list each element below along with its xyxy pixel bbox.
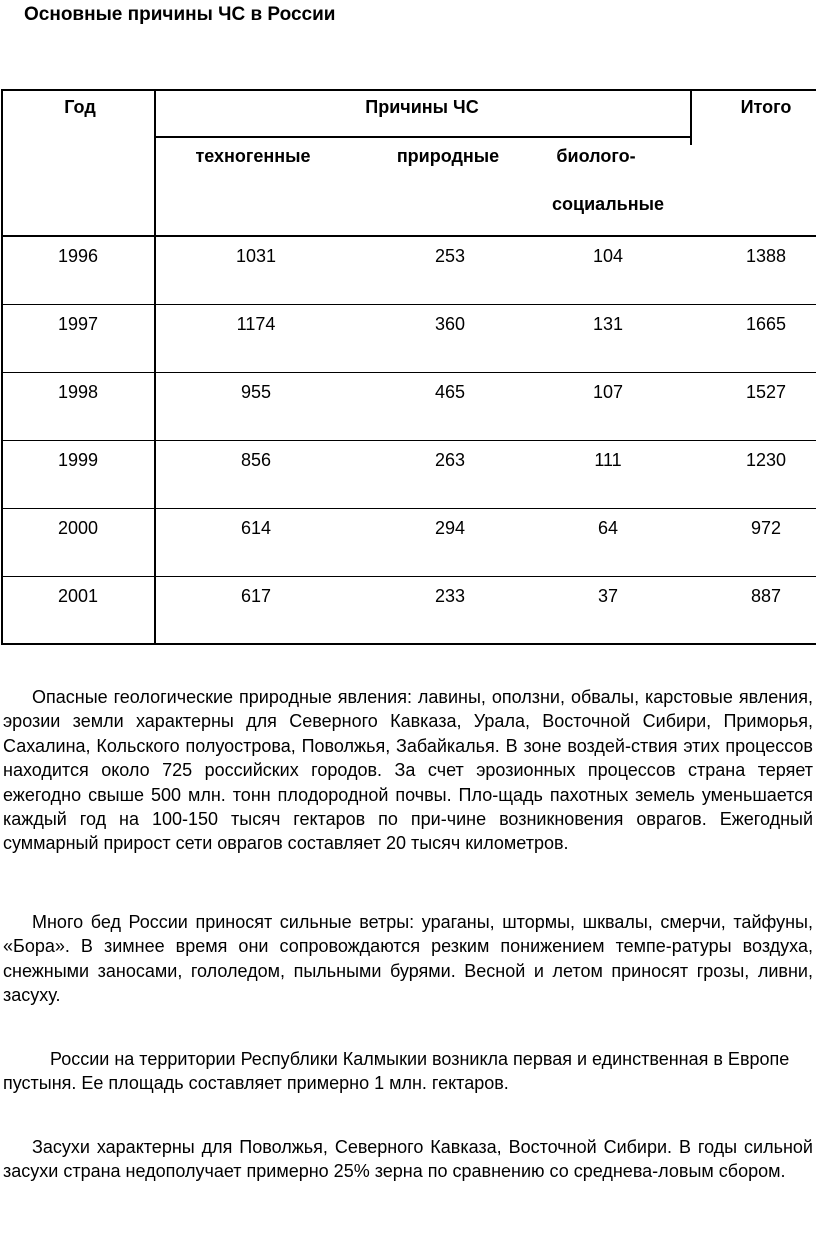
- emergency-causes-table: [0, 89, 816, 645]
- table-top-border: [1, 89, 816, 91]
- year-column-divider: [154, 89, 156, 645]
- row-divider: [1, 440, 816, 441]
- header-year: Год: [64, 97, 96, 117]
- cell-biosocial: 111: [594, 450, 622, 470]
- row-divider: [1, 508, 816, 509]
- causes-header-underline: [154, 136, 692, 138]
- cell-total: 1388: [745, 246, 787, 266]
- cell-year: 1999: [57, 450, 99, 470]
- cell-technogenic: 955: [240, 382, 272, 402]
- cell-biosocial: 104: [592, 246, 624, 266]
- paragraph-geological: Опасные геологические природные явления: лавины, оползни, обвалы, карстовые явления, эрозии земли характерны для Северного Кавказа, Урала, Восточной Сибири, Приморья, Сахалина, Кольского полуострова, Поволжья, Забайкалья. В зоне воздей-ствия этих процессов находится около 725 российских городов. За счет эрозионных процессов страна теряет ежегодно свыше 500 млн. тонн плодородной почвы. Пло-щадь пахотных земель уменьшается каждый год на 100-150 тысяч гектаров по при-чине возникновения оврагов. Ежегодный суммарный прирост сети оврагов составляет 20 тысяч километров.: [3, 687, 813, 854]
- cell-natural: 294: [434, 518, 466, 538]
- cell-technogenic: 617: [240, 586, 272, 606]
- header-technogenic: техногенные: [195, 146, 311, 166]
- table-left-border: [1, 89, 3, 645]
- cell-year: 1998: [57, 382, 99, 402]
- cell-total: 1230: [745, 450, 787, 470]
- header-biosocial-line2: социальные: [552, 194, 664, 214]
- row-divider: [1, 304, 816, 305]
- cell-total: 972: [750, 518, 782, 538]
- cell-biosocial: 107: [592, 382, 624, 402]
- paragraph-desert: России на территории Республики Калмыкии возникла первая и единственная в Европе пустыня. Ее площадь составляет примерно 1 млн. гектаров.: [3, 1049, 790, 1094]
- cell-year: 1996: [57, 246, 99, 266]
- header-bottom-border: [1, 235, 816, 237]
- cell-total: 887: [750, 586, 782, 606]
- header-causes: Причины ЧС: [365, 97, 479, 117]
- cell-biosocial: 64: [597, 518, 619, 538]
- cell-technogenic: 856: [240, 450, 272, 470]
- cell-technogenic: 1031: [235, 246, 277, 266]
- cell-technogenic: 614: [240, 518, 272, 538]
- paragraph-droughts: Засухи характерны для Поволжья, Северного Кавказа, Восточной Сибири. В годы сильной засухи страна недополучает примерно 25% зерна по сравнению со среднева-ловым сбором.: [3, 1137, 813, 1182]
- row-divider: [1, 576, 816, 577]
- cell-natural: 253: [434, 246, 466, 266]
- cell-year: 2001: [57, 586, 99, 606]
- cell-natural: 465: [434, 382, 466, 402]
- cell-natural: 263: [434, 450, 466, 470]
- cell-natural: 360: [434, 314, 466, 334]
- cell-biosocial: 37: [597, 586, 619, 606]
- cell-total: 1527: [745, 382, 787, 402]
- cell-technogenic: 1174: [236, 314, 276, 334]
- cell-year: 2000: [57, 518, 99, 538]
- row-divider: [1, 372, 816, 373]
- cell-biosocial: 131: [592, 314, 624, 334]
- cell-total: 1665: [745, 314, 787, 334]
- table-bottom-border: [1, 643, 816, 645]
- header-natural: природные: [396, 146, 500, 166]
- paragraph-winds: Много бед России приносят сильные ветры: ураганы, штормы, шквалы, смерчи, тайфуны, «Бора». В зимнее время они сопровождаются резким понижением темпе-ратуры воздуха, снежными заносами, гололедом, пыльными бурями. Весной и летом приносят грозы, ливни, засуху.: [3, 912, 813, 1006]
- header-biosocial-line1: биолого-: [556, 146, 636, 166]
- page-title: Основные причины ЧС в России: [24, 4, 336, 25]
- cell-natural: 233: [434, 586, 466, 606]
- cell-year: 1997: [57, 314, 99, 334]
- header-total: Итого: [740, 97, 792, 117]
